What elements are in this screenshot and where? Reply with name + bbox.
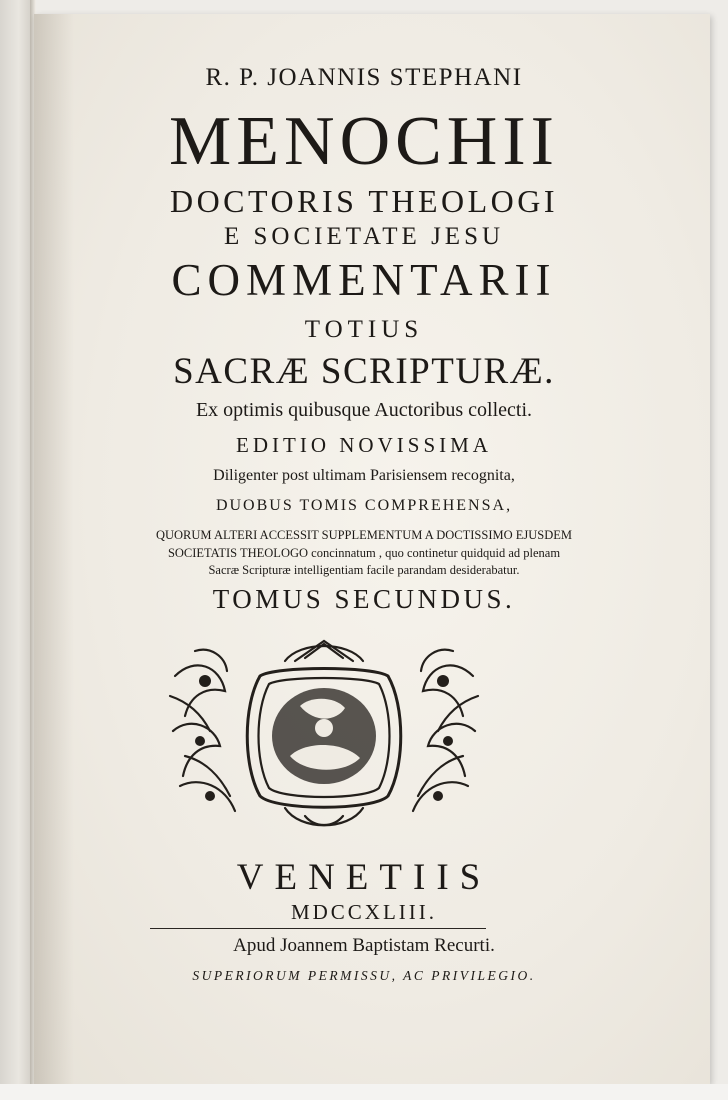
author-prefix: R. P. JOANNIS STEPHANI: [205, 64, 523, 91]
imprint-rule: [150, 928, 486, 929]
publication-year: MDCCXLIII.: [290, 900, 438, 924]
work-title: COMMENTARII: [171, 255, 557, 305]
recognition-line: Diligenter post ultimam Parisiensem recognita,: [213, 467, 515, 484]
supplement-line-3: Sacræ Scripturæ intelligentiam facile parandam desiderabatur.: [208, 563, 520, 577]
volume-number: TOMUS SECUNDUS.: [212, 584, 516, 614]
totius-line: TOTIUS: [304, 316, 424, 343]
doctor-line: DOCTORIS THEOLOGI: [169, 183, 559, 219]
privilege-line: SUPERIORUM PERMISSU, AC PRIVILEGIO.: [192, 968, 536, 983]
background-strip: [0, 1084, 728, 1100]
place-of-publication: VENETIIS: [236, 857, 492, 898]
ornamental-vignette-icon: [165, 636, 483, 836]
scripture-line: SACRÆ SCRIPTURÆ.: [173, 351, 555, 392]
author-name: MENOCHII: [169, 103, 559, 180]
society-line: E SOCIETATE JESU: [223, 223, 505, 250]
volumes-line: DUOBUS TOMIS COMPREHENSA,: [215, 497, 513, 514]
supplement-line-1: QUORUM ALTERI ACCESSIT SUPPLEMENTUM A DOCTISSIMO EJUSDEM: [155, 528, 573, 542]
supplement-line-2: SOCIETATIS THEOLOGO concinnatum , quo continetur quidquid ad plenam: [167, 546, 561, 560]
source-line: Ex optimis quibusque Auctoribus collecti.: [195, 399, 533, 421]
edition-line: EDITIO NOVISSIMA: [236, 433, 492, 457]
printer-line: Apud Joannem Baptistam Recurti.: [233, 935, 495, 956]
